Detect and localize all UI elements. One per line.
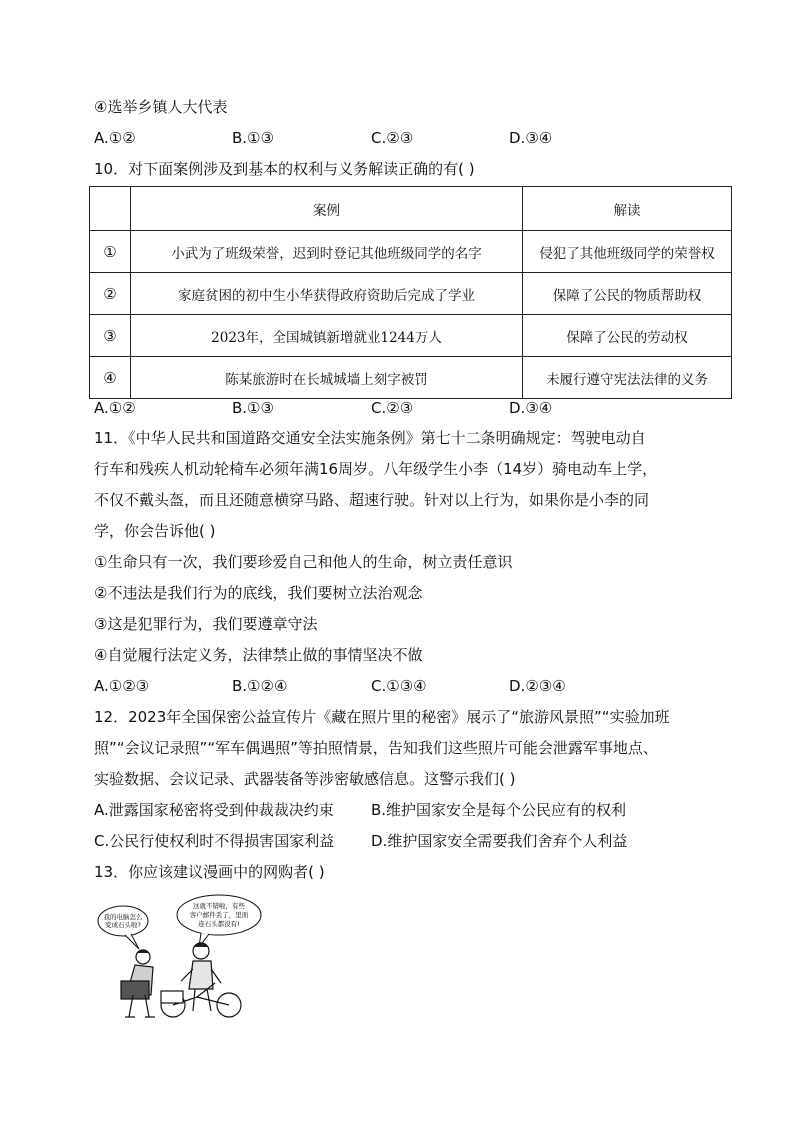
q9-option-c[interactable]: C.②③	[371, 129, 414, 147]
q11-option-c[interactable]: C.①③④	[371, 677, 427, 695]
q9-option-d[interactable]: D.③④	[509, 129, 553, 147]
q11-stem-line-1: 11．《中华人民共和国道路交通安全法实施条例》第七十二条明确规定：驾驶电动自	[94, 429, 646, 447]
table-header-interp: 解读	[523, 187, 732, 231]
q11-stem-line-2: 行车和残疾人机动轮椅车必须年满16周岁。八年级学生小李（14岁）骑电动车上学，	[94, 460, 658, 478]
q12-stem-line-2: 照”“会议记录照”“军车偶遇照”等拍照情景，告知我们这些照片可能会泄露军事地点、	[94, 739, 658, 757]
right-bubble-line-2: 客户邮件丢了，里面	[189, 911, 249, 919]
row-case: 家庭贫困的初中生小华获得政府资助后完成了学业	[131, 273, 523, 315]
right-bubble-line-1: 这就不错啦，有些	[193, 902, 245, 910]
q12-option-c[interactable]: C.公民行使权利时不得损害国家利益	[94, 832, 335, 850]
table-header-row	[90, 187, 732, 231]
q11-option-d[interactable]: D.②③④	[509, 677, 566, 695]
q10-case-table	[89, 186, 732, 399]
q12-stem-line-1: 12．2023年全国保密公益宣传片《藏在照片里的秘密》展示了“旅游风景照”“实验加班	[94, 708, 670, 726]
q10-option-b[interactable]: B.①③	[232, 399, 274, 417]
row-num: ③	[90, 315, 131, 357]
q10-option-c[interactable]: C.②③	[371, 399, 414, 417]
q11-stem-line-3: 不仅不戴头盔，而且还随意横穿马路、超速行驶。针对以上行为，如果你是小李的同	[94, 491, 650, 509]
q9-item-4: ④选举乡镇人大代表	[94, 98, 228, 116]
row-interp: 未履行遵守宪法法律的义务	[523, 357, 732, 399]
shopper-figure-icon	[121, 950, 155, 1017]
courier-figure-icon	[161, 943, 241, 1017]
q10-option-a[interactable]: A.①②	[94, 399, 136, 417]
q11-item-2: ②不违法是我们行为的底线，我们要树立法治观念	[94, 584, 423, 602]
row-interp: 保障了公民的劳动权	[523, 315, 732, 357]
left-bubble-line-2: 变成石头啦?	[105, 921, 141, 929]
q10-stem: 10．对下面案例涉及到基本的权利与义务解读正确的有( )	[94, 160, 475, 178]
table-header-case: 案例	[131, 187, 523, 231]
row-num: ②	[90, 273, 131, 315]
q11-stem-line-4: 学，你会告诉他( )	[94, 522, 216, 540]
q11-option-a[interactable]: A.①②③	[94, 677, 150, 695]
left-bubble-line-1: 我的电脑怎么	[103, 913, 143, 921]
q9-option-b[interactable]: B.①③	[232, 129, 274, 147]
row-interp: 侵犯了其他班级同学的荣誉权	[523, 231, 732, 273]
q11-item-3: ③这是犯罪行为，我们要遵章守法	[94, 615, 318, 633]
row-case: 陈某旅游时在长城城墙上刻字被罚	[131, 357, 523, 399]
q12-stem-line-3: 实验数据、会议记录、武器装备等涉密敏感信息。这警示我们( )	[94, 770, 516, 788]
q9-option-a[interactable]: A.①②	[94, 129, 136, 147]
table-row	[90, 357, 732, 399]
q12-option-d[interactable]: D.维护国家安全需要我们舍弃个人利益	[371, 832, 628, 850]
row-num: ①	[90, 231, 131, 273]
table-header-num	[90, 187, 131, 231]
q12-option-b[interactable]: B.维护国家安全是每个公民应有的权利	[371, 801, 627, 819]
q10-option-d[interactable]: D.③④	[509, 399, 553, 417]
row-case: 小武为了班级荣誉，迟到时登记其他班级同学的名字	[131, 231, 523, 273]
q13-stem: 13．你应该建议漫画中的网购者( )	[94, 863, 325, 881]
table-row	[90, 315, 732, 357]
q12-option-a[interactable]: A.泄露国家秘密将受到仲裁裁决约束	[94, 801, 334, 819]
right-bubble-line-3: 连石头都没有!	[198, 920, 240, 928]
q11-option-b[interactable]: B.①②④	[232, 677, 288, 695]
online-shopping-cartoon	[97, 893, 267, 1021]
table-row	[90, 273, 732, 315]
row-case: 2023年，全国城镇新增就业1244万人	[131, 315, 523, 357]
row-interp: 保障了公民的物质帮助权	[523, 273, 732, 315]
q11-item-1: ①生命只有一次，我们要珍爱自己和他人的生命，树立责任意识	[94, 553, 513, 571]
q11-item-4: ④自觉履行法定义务，法律禁止做的事情坚决不做	[94, 646, 423, 664]
row-num: ④	[90, 357, 131, 399]
table-row	[90, 231, 732, 273]
